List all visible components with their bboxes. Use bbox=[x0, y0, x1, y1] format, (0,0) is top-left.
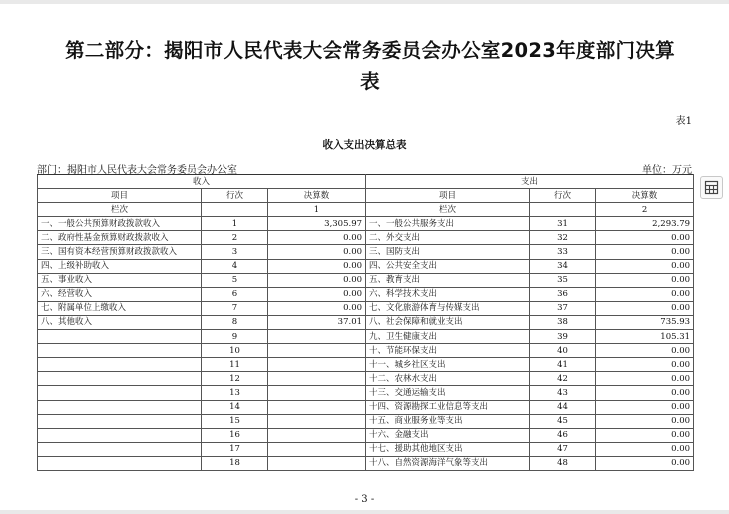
expense-amount-cell: 735.93 bbox=[596, 315, 694, 329]
income-row-no-cell: 11 bbox=[202, 358, 268, 372]
income-row-no-cell: 10 bbox=[202, 344, 268, 358]
income-item-cell: 二、政府性基金预算财政拨款收入 bbox=[38, 231, 202, 245]
income-amount-cell bbox=[268, 414, 366, 428]
income-row-no-cell: 13 bbox=[202, 386, 268, 400]
expense-amount-cell: 2,293.79 bbox=[596, 217, 694, 231]
income-amount-cell: 0.00 bbox=[268, 273, 366, 287]
income-amount-cell bbox=[268, 442, 366, 456]
income-amount-cell bbox=[268, 386, 366, 400]
income-amount-cell bbox=[268, 456, 366, 470]
expense-col-index: 2 bbox=[596, 203, 694, 217]
page-bottom-edge bbox=[0, 510, 729, 514]
income-amount-cell bbox=[268, 330, 366, 344]
table-row bbox=[38, 287, 694, 301]
expense-row-no-cell: 44 bbox=[530, 400, 596, 414]
expense-item-cell: 二、外交支出 bbox=[366, 231, 530, 245]
income-row-no-cell: 18 bbox=[202, 456, 268, 470]
table-row bbox=[38, 372, 694, 386]
income-expense-table bbox=[37, 174, 694, 471]
income-section-header: 收入 bbox=[38, 175, 366, 189]
income-item-cell bbox=[38, 456, 202, 470]
income-item-cell bbox=[38, 414, 202, 428]
expense-row-no-cell: 39 bbox=[530, 330, 596, 344]
income-row-no-header: 行次 bbox=[202, 189, 268, 203]
expense-row-no-cell: 47 bbox=[530, 442, 596, 456]
expense-row-no-cell: 38 bbox=[530, 315, 596, 329]
expense-amount-cell: 0.00 bbox=[596, 344, 694, 358]
income-item-cell: 八、其他收入 bbox=[38, 315, 202, 329]
table-column-index-row bbox=[38, 203, 694, 217]
expense-item-cell: 十四、资源勘探工业信息等支出 bbox=[366, 400, 530, 414]
table-row bbox=[38, 442, 694, 456]
expense-amount-cell: 0.00 bbox=[596, 301, 694, 315]
income-amount-cell bbox=[268, 400, 366, 414]
income-amount-cell bbox=[268, 428, 366, 442]
expense-row-no-cell: 31 bbox=[530, 217, 596, 231]
income-row-no-cell: 9 bbox=[202, 330, 268, 344]
income-col-blank bbox=[202, 203, 268, 217]
expense-row-no-cell: 48 bbox=[530, 456, 596, 470]
income-amount-cell bbox=[268, 358, 366, 372]
expense-row-no-cell: 42 bbox=[530, 372, 596, 386]
expense-amount-cell: 0.00 bbox=[596, 428, 694, 442]
page-number: - 3 - bbox=[354, 494, 375, 505]
page-title: 第二部分：揭阳市人民代表大会常务委员会办公室2023年度部门决算 bbox=[65, 39, 675, 62]
income-row-no-cell: 3 bbox=[202, 245, 268, 259]
expense-item-cell: 十二、农林水支出 bbox=[366, 372, 530, 386]
expense-item-cell: 十八、自然资源海洋气象等支出 bbox=[366, 456, 530, 470]
income-item-cell: 六、经营收入 bbox=[38, 287, 202, 301]
table-row bbox=[38, 273, 694, 287]
income-item-cell bbox=[38, 372, 202, 386]
table-row bbox=[38, 231, 694, 245]
income-row-no-cell: 2 bbox=[202, 231, 268, 245]
income-col-label: 栏次 bbox=[38, 203, 202, 217]
table-row bbox=[38, 456, 694, 470]
unit-label: 单位：万元 bbox=[642, 165, 692, 176]
table-row bbox=[38, 315, 694, 329]
expense-amount-cell: 0.00 bbox=[596, 386, 694, 400]
expense-item-cell: 十一、城乡社区支出 bbox=[366, 358, 530, 372]
income-amount-cell: 0.00 bbox=[268, 259, 366, 273]
income-amount-cell: 0.00 bbox=[268, 287, 366, 301]
expense-item-header: 项目 bbox=[366, 189, 530, 203]
page-top-edge bbox=[0, 0, 729, 4]
expense-row-no-cell: 32 bbox=[530, 231, 596, 245]
expense-row-no-cell: 45 bbox=[530, 414, 596, 428]
table-body bbox=[38, 217, 694, 471]
income-item-cell bbox=[38, 330, 202, 344]
expense-item-cell: 七、文化旅游体育与传媒支出 bbox=[366, 301, 530, 315]
expense-row-no-cell: 34 bbox=[530, 259, 596, 273]
expense-amount-cell: 0.00 bbox=[596, 372, 694, 386]
expense-amount-header: 决算数 bbox=[596, 189, 694, 203]
table-row bbox=[38, 428, 694, 442]
income-amount-cell: 37.01 bbox=[268, 315, 366, 329]
table-row bbox=[38, 400, 694, 414]
expense-row-no-cell: 37 bbox=[530, 301, 596, 315]
expense-item-cell: 一、一般公共服务支出 bbox=[366, 217, 530, 231]
expense-amount-cell: 0.00 bbox=[596, 400, 694, 414]
income-amount-cell bbox=[268, 344, 366, 358]
income-row-no-cell: 17 bbox=[202, 442, 268, 456]
table-number: 表1 bbox=[675, 116, 692, 127]
expense-row-no-cell: 43 bbox=[530, 386, 596, 400]
income-row-no-cell: 6 bbox=[202, 287, 268, 301]
expense-row-no-cell: 46 bbox=[530, 428, 596, 442]
table-row bbox=[38, 414, 694, 428]
expense-item-cell: 三、国防支出 bbox=[366, 245, 530, 259]
income-row-no-cell: 16 bbox=[202, 428, 268, 442]
table-header-columns bbox=[38, 189, 694, 203]
table-view-icon bbox=[704, 180, 719, 195]
income-item-cell bbox=[38, 442, 202, 456]
table-row bbox=[38, 217, 694, 231]
income-amount-cell: 0.00 bbox=[268, 301, 366, 315]
income-amount-cell bbox=[268, 372, 366, 386]
income-item-cell: 三、国有资本经营预算财政拨款收入 bbox=[38, 245, 202, 259]
table-row bbox=[38, 301, 694, 315]
expense-section-header: 支出 bbox=[366, 175, 694, 189]
income-item-cell bbox=[38, 386, 202, 400]
income-row-no-cell: 12 bbox=[202, 372, 268, 386]
expense-amount-cell: 105.31 bbox=[596, 330, 694, 344]
income-item-cell bbox=[38, 344, 202, 358]
income-row-no-cell: 5 bbox=[202, 273, 268, 287]
table-view-button[interactable] bbox=[700, 176, 723, 199]
expense-col-label: 栏次 bbox=[366, 203, 530, 217]
income-item-cell: 四、上级补助收入 bbox=[38, 259, 202, 273]
income-row-no-cell: 14 bbox=[202, 400, 268, 414]
income-item-cell: 七、附属单位上缴收入 bbox=[38, 301, 202, 315]
expense-col-blank bbox=[530, 203, 596, 217]
table-header-sections bbox=[38, 175, 694, 189]
income-item-cell: 一、一般公共预算财政拨款收入 bbox=[38, 217, 202, 231]
income-item-cell bbox=[38, 428, 202, 442]
income-amount-cell: 0.00 bbox=[268, 231, 366, 245]
income-col-index: 1 bbox=[268, 203, 366, 217]
income-item-cell: 五、事业收入 bbox=[38, 273, 202, 287]
expense-amount-cell: 0.00 bbox=[596, 414, 694, 428]
expense-item-cell: 六、科学技术支出 bbox=[366, 287, 530, 301]
table-row bbox=[38, 330, 694, 344]
expense-row-no-header: 行次 bbox=[530, 189, 596, 203]
expense-item-cell: 十五、商业服务业等支出 bbox=[366, 414, 530, 428]
expense-row-no-cell: 33 bbox=[530, 245, 596, 259]
income-row-no-cell: 7 bbox=[202, 301, 268, 315]
page-title-continued: 表 bbox=[360, 70, 380, 93]
expense-amount-cell: 0.00 bbox=[596, 456, 694, 470]
expense-amount-cell: 0.00 bbox=[596, 442, 694, 456]
department-label: 部门：揭阳市人民代表大会常务委员会办公室 bbox=[37, 165, 237, 176]
expense-item-cell: 十六、金融支出 bbox=[366, 428, 530, 442]
table-subtitle: 收入支出决算总表 bbox=[322, 139, 407, 151]
income-item-cell bbox=[38, 358, 202, 372]
table-row bbox=[38, 245, 694, 259]
expense-row-no-cell: 41 bbox=[530, 358, 596, 372]
income-item-header: 项目 bbox=[38, 189, 202, 203]
table-row bbox=[38, 358, 694, 372]
expense-row-no-cell: 36 bbox=[530, 287, 596, 301]
income-amount-cell: 0.00 bbox=[268, 245, 366, 259]
expense-item-cell: 九、卫生健康支出 bbox=[366, 330, 530, 344]
expense-item-cell: 十、节能环保支出 bbox=[366, 344, 530, 358]
expense-amount-cell: 0.00 bbox=[596, 358, 694, 372]
expense-item-cell: 五、教育支出 bbox=[366, 273, 530, 287]
expense-amount-cell: 0.00 bbox=[596, 273, 694, 287]
income-row-no-cell: 8 bbox=[202, 315, 268, 329]
income-row-no-cell: 4 bbox=[202, 259, 268, 273]
expense-item-cell: 十七、援助其他地区支出 bbox=[366, 442, 530, 456]
expense-item-cell: 四、公共安全支出 bbox=[366, 259, 530, 273]
expense-amount-cell: 0.00 bbox=[596, 231, 694, 245]
expense-amount-cell: 0.00 bbox=[596, 245, 694, 259]
income-row-no-cell: 1 bbox=[202, 217, 268, 231]
table-row bbox=[38, 386, 694, 400]
expense-item-cell: 八、社会保障和就业支出 bbox=[366, 315, 530, 329]
income-item-cell bbox=[38, 400, 202, 414]
table-row bbox=[38, 259, 694, 273]
expense-item-cell: 十三、交通运输支出 bbox=[366, 386, 530, 400]
income-amount-header: 决算数 bbox=[268, 189, 366, 203]
expense-row-no-cell: 40 bbox=[530, 344, 596, 358]
income-row-no-cell: 15 bbox=[202, 414, 268, 428]
expense-row-no-cell: 35 bbox=[530, 273, 596, 287]
table-row bbox=[38, 344, 694, 358]
expense-amount-cell: 0.00 bbox=[596, 287, 694, 301]
income-amount-cell: 3,305.97 bbox=[268, 217, 366, 231]
expense-amount-cell: 0.00 bbox=[596, 259, 694, 273]
